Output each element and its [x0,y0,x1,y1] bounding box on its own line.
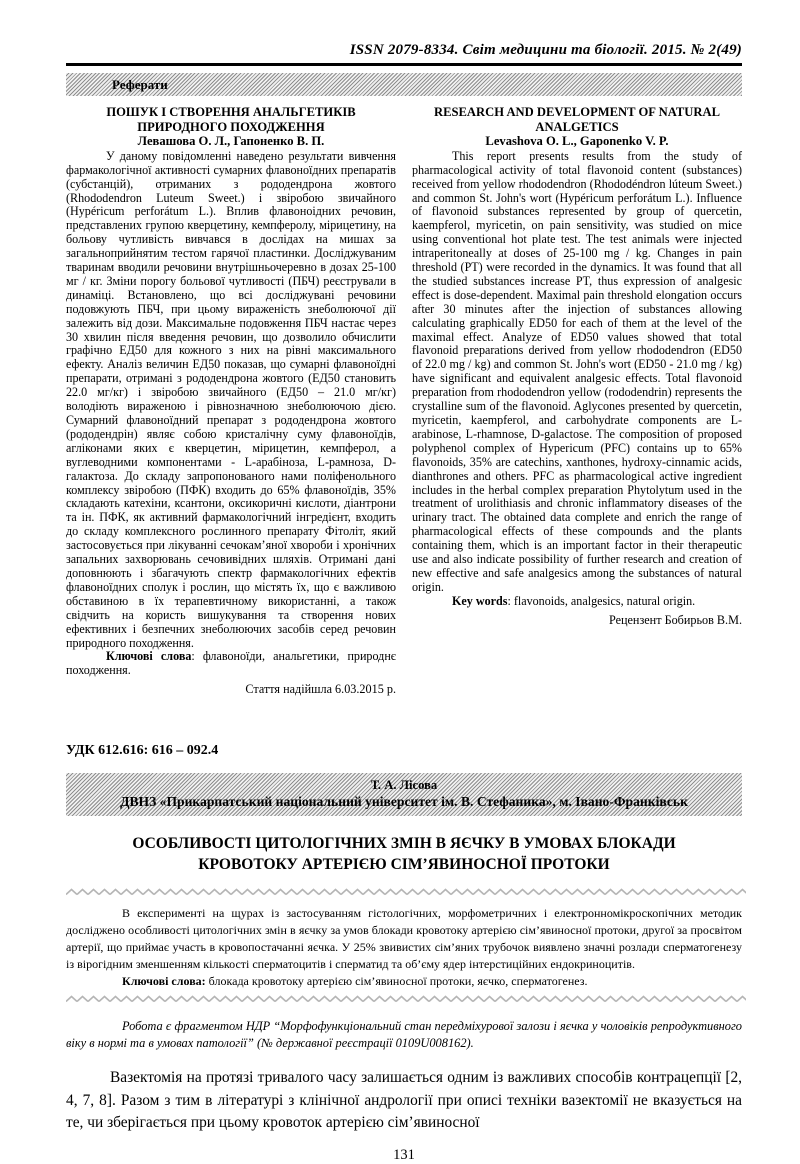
ua-abstract-authors: Левашова О. Л., Гапоненко В. П. [137,134,325,149]
article-keywords-label: Ключові слова: [122,974,206,989]
section-bar [66,73,742,96]
article-author-bar [66,773,742,816]
article-keywords-text: блокада кровотоку артерією сім’явиносної протоки, яєчко, сперматогенез. [205,974,588,989]
page-number: 131 [393,1146,415,1163]
en-abstract-authors: Levashova O. L., Gaponenko V. P. [485,134,669,149]
article-intro-paragraph: Вазектомія на протязі тривалого часу залишається одним із важливих способів контрацепції [2, 4, 7, 8]. Разом з тим в літературі з клінічної андрології при описі техніки вазектомії не вказується на те, чи зберігається при цьому кровоток артерією сім’явиносної [66,1069,742,1132]
ua-abstract-column [66,105,396,697]
article-title: ОСОБЛИВОСТІ ЦИТОЛОГІЧНИХ ЗМІН В ЯЄЧКУ В УМОВАХ БЛОКАДИ КРОВОТОКУ АРТЕРІЄЮ СІМ’ЯВИНОСНОЇ ПРОТОКИ [132,835,676,874]
ua-keywords-text: : флавоноїди, анальгетики, природнє походження. [66,649,396,678]
en-abstract-body: This report presents results from the study of pharmacological activity of total flavonoid content (substances) received from yellow rhododendron (Rhododéndron lúteum Sweet.) and common St. John's wort (Hypéricum perforátum L.). Influence of flavonoid substances represented by group of quercetin, kaempferol, myricetin, on pain sensitivity, was studied on mice using conventional hot plate test. The test animals were injected intraperitoneally at doses of 25-100 mg / kg. Changes in pain threshold (PT) were recorded in the dynamics. It was found that all the studied substances increase PT, thus expression of analgesic effect is dose-dependent. Maximal pain threshold elongation occurs after 30 minutes after the injection of substances allowing calculating graphically ED50 for each of them at the level of the maximal effect. Analyze of ED50 values showed that total flavonoid preparations derived from yellow rhododendron (ED50 of 22.0 mg / kg) and common St. John's wort (ED50 - 21.0 mg / kg) have significant and equivalent analgesic effects. Total flavonoid preparation from rhododendron yellow (rododendrin) represents the crystalline sum of the flavonoid. Aglycones presented by quercetin, myricetin, kaempferol, and carbohydrate components are L-arabinose, L-rhamnose, D-galactose. The composition of proposed polyphenol complex of Hypericum (PFC) contains up to 65% flavonoids, 35% are catechins, xanthones, hydroxy-cinnamic acids, dianthrones and others. PFC as pharmacological active ingredient includes in the herbal complex preparation Phytolytum used in the treatment of urolithiasis and chronic inflammatory diseases of the urinary tract. The obtained data complete and enrich the range of pharmacological effects of these compounds and the plants containing them, which is an important factor in their therapeutic use and also indicate possibility of further research and creation of new effective and safe analgesics among the substances of natural origin. [412,148,742,594]
article-keywords [66,973,742,990]
journal-issn-header: ISSN 2079-8334. Світ медицини та біології. 2015. № 2(49) [349,42,742,58]
research-project-note: Робота є фрагментом НДР “Морфофункціональний стан передміхурової залози і яєчка у чоловіків репродуктивного віку в нормі та в умовах патології” (№ державної реєстрації 0109U008162). [66,1019,742,1051]
section-bar-label: Реферати [112,77,168,92]
ua-keywords-label: Ключові слова [106,649,192,664]
header-rule [66,63,742,66]
en-abstract-column [412,105,742,628]
article-affiliation: ДВНЗ «Прикарпатський національний університет ім. В. Стефаника», м. Івано-Франківськ [120,794,688,810]
ua-abstract-title: ПОШУК І СТВОРЕННЯ АНАЛЬГЕТИКІВ ПРИРОДНОГО ПОХОДЖЕННЯ [106,105,356,134]
zigzag-divider-bottom [66,995,746,1003]
article-author: Т. А. Лісова [370,778,438,793]
ua-abstract-keywords [66,650,396,678]
zigzag-divider-top [66,888,746,896]
en-keywords-text: : flavonoids, analgesics, natural origin. [507,593,696,608]
abstract-columns [66,105,742,697]
udc-code: УДК 612.616: 616 – 092.4 [66,743,219,759]
en-keywords-label: Key words [452,593,508,608]
article-abstract: В експерименті на щурах із застосуванням гістологічних, морфометричних і електронномікроскопічних методик досліджено особливості цитологічних змін в яєчку за умов блокади кровотоку артерією сім’явиносної протоки, другої за просвітом артерії, що приймає участь в кровопостачанні яєчка. У 25% звивистих сім’яних трубочок виявлено значні розлади сперматогенезу із вірогідним зменшенням кількості сперматоцитів і сперматид та об’єму ядер інтерстиційних ендокриноцитів. [66,906,742,972]
ua-abstract-body: У даному повідомленні наведено результати вивчення фармакологічної активності сумарних флавоноїдних препаратів (субстанцій), отриманих з рододендрона жовтого (Rhododendron Luteum Sweet.) і звіробою звичайного (Hypéricum perforátum L.). Вплив флавоноідних речовин, представлених групою кверцетину, кемпферолу, мірицетину, на больову чутливість вивчався в дослідах на мишах за загальноприйнятим тестом гарячої пластинки. Досліджуваним тваринам вводили речовини внутрішньочеревно в дозах 25-100 мг / кг. Зміни порогу больової чутливості (ПБЧ) реєстрували в динаміці. Встановлено, що всі досліджувані речовини подовжують ПБЧ, при цьому вираженість знеболюючої дії залежить від дози. Максимальне подовження ПБЧ настає через 30 хвилин після введення речовин, що дозволило обчислити графічно ЕД50 для кожного з них на рівні максимального ефекту. Аналіз величин ЕД50 показав, що сумарні флавоноїдні препарати, отримані з рододендрона жовтого (ЕД50 становить 22.0 мг/кг) і звіробою звичайного (ЕД50 – 21.0 мг/кг) володіють вираженою і рівнозначною знеболюючою дією. Сумарний флавоноїдний препарат з рододендрона жовтого (рододендрін) являє собою кристалічну суму флавоноїдів, агліконами яких є кверцетин, мірицетин, кемпферол, а вуглеводними компонентами - L-арабіноза, L-рамноза, D-галактоза. До складу запропонованого нами поліфенольного комплексу звіробою (ПФК) входить до 65% флавоноїдів, 35% складають катехіни, ксантони, оксикоричні кислоти, діантрони та ін. ПФК, як активний фармакологічний інгредієнт, входить до складу комплексного рослинного препарату Фітоліт, який застосовується при лікуванні сечокам’яної хвороби і хронічних запальних захворювань сечовивідних шляхів. Отримані дані доповнюють і збагачують спектр фармакологічних ефектів флавоноїдних сполук і рослин, що містять їх, що є важливою обставиною в їх терапевтичному використанні, а також свідчить на користь вишукування та створення нових ефективних і безпечних знеболюючих засобів серед речовин природного походження. [66,148,396,650]
en-abstract-title: RESEARCH AND DEVELOPMENT OF NATURAL ANALGETICS [434,105,720,134]
en-abstract-keywords [412,595,742,609]
ua-abstract-received-date: Стаття надійшла 6.03.2015 р. [245,682,396,697]
en-abstract-reviewer: Рецензент Бобирьов В.М. [608,612,742,627]
